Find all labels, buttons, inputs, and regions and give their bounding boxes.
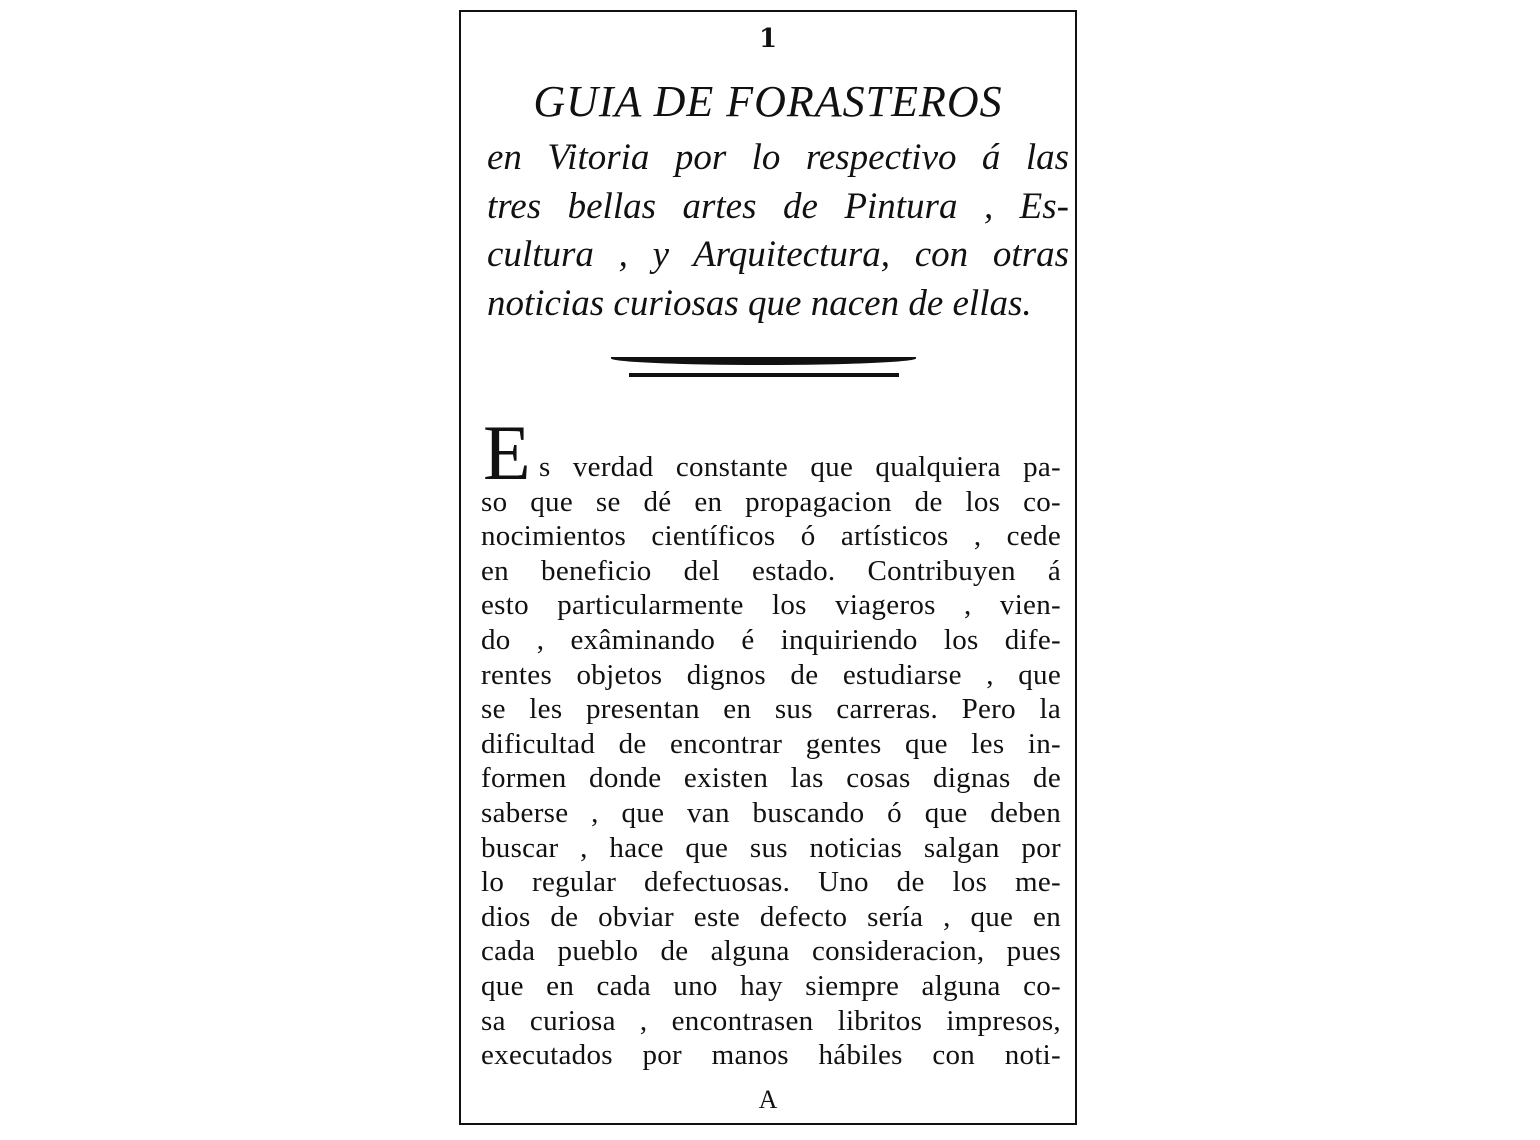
body-line: formen donde existen las cosas dignas de [481, 762, 1061, 795]
subtitle-line: cultura , y Arquitectura, con otras [487, 234, 1069, 275]
subtitle-block [487, 134, 1069, 328]
body-line: saberse , que van buscando ó que deben [481, 796, 1061, 829]
body-line: esto particularmente los viageros , vien- [481, 589, 1061, 622]
body-line: que en cada uno hay siempre alguna co- [481, 969, 1061, 1002]
body-line: do , exâminando é inquiriendo los dife- [481, 623, 1061, 656]
subtitle-line: en Vitoria por lo respectivo á las [487, 137, 1069, 178]
page-title: GUIA DE FORASTEROS [533, 77, 1003, 126]
body-line: so que se dé en propagacion de los co- [481, 485, 1061, 518]
book-page [459, 10, 1077, 1125]
body-line: sa curiosa , encontrasen libritos impresos, [481, 1004, 1061, 1037]
body-line: se les presentan en sus carreras. Pero la [481, 693, 1061, 726]
body-line: dificultad de encontrar gentes que les in- [481, 727, 1061, 760]
drop-cap: E [483, 409, 531, 496]
subtitle-line: noticias curiosas que nacen de ellas. [487, 282, 1032, 324]
body-line: buscar , hace que sus noticias salgan por [481, 831, 1061, 864]
body-line: lo regular defectuosas. Uno de los me- [481, 866, 1061, 899]
body-line: executados por manos hábiles con noti- [481, 1039, 1061, 1072]
signature-mark: A [758, 1085, 778, 1114]
subtitle-line: tres bellas artes de Pintura , Es- [487, 185, 1069, 227]
body-line: nocimientos científicos ó artísticos , cede [481, 520, 1061, 553]
body-line: rentes objetos dignos de estudiarse , que [481, 658, 1061, 691]
body-line: dios de obviar este defecto sería , que en [481, 900, 1061, 933]
body-line: s verdad constante que qualquiera pa- [539, 451, 1061, 483]
body-line: en beneficio del estado. Contribuyen á [481, 554, 1061, 587]
body-text [481, 409, 1061, 1073]
page-number: 1 [758, 24, 778, 54]
body-line: cada pueblo de alguna consideracion, pues [481, 935, 1061, 968]
ornamental-rule [611, 357, 916, 365]
ornamental-rule [629, 373, 899, 377]
